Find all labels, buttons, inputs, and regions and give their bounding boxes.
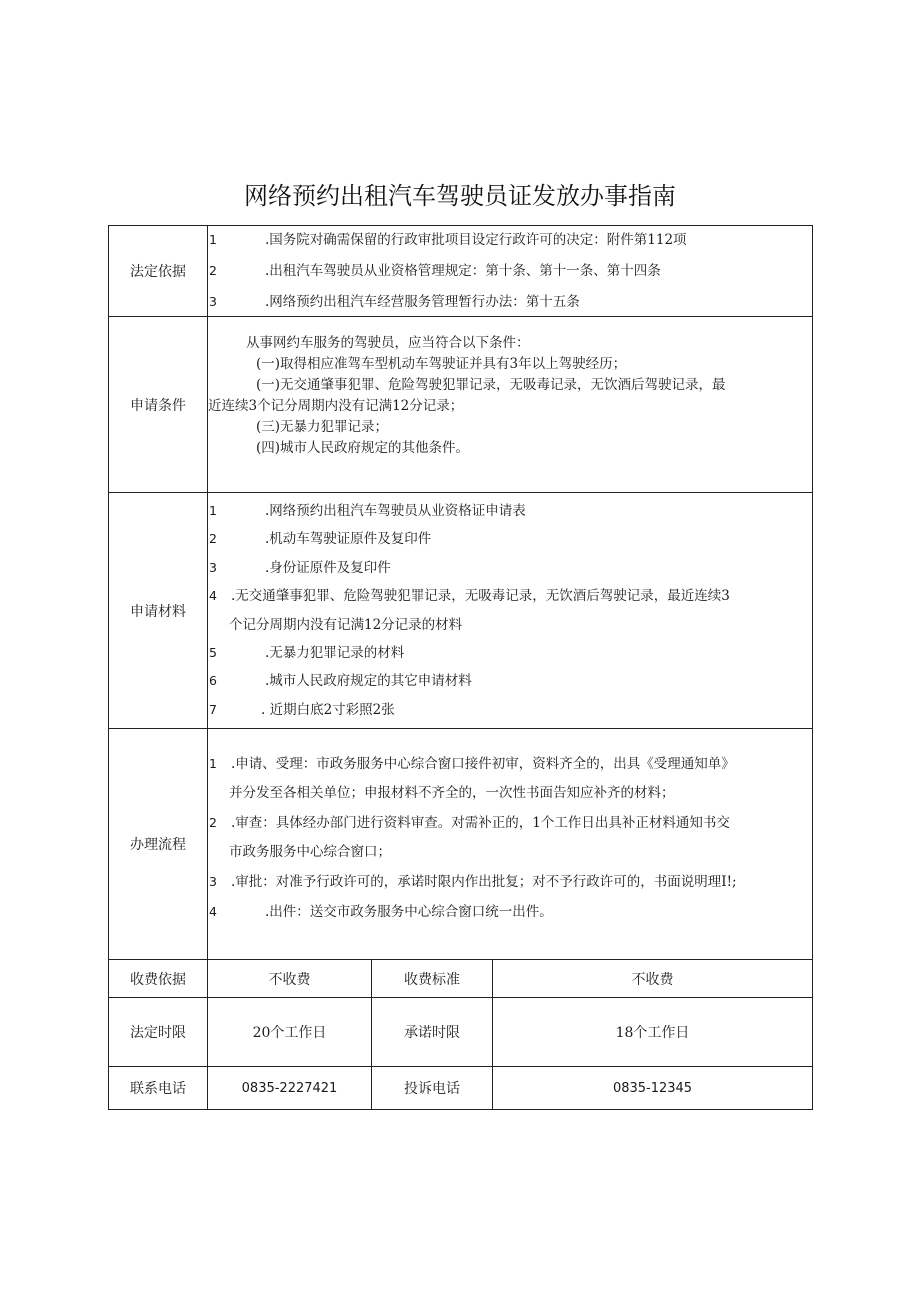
process-step: 1 .申请、受理：市政务服务中心综合窗口接件初审，资料齐全的，出具《受理通知单》 — [209, 756, 735, 772]
promised-time-value: 18个工作日 — [493, 998, 813, 1067]
fee-standard-value: 不收费 — [493, 960, 813, 998]
material-item: 5 .无暴力犯罪记录的材料 — [209, 644, 405, 661]
promised-time-label: 承诺时限 — [372, 998, 493, 1067]
materials-row — [109, 493, 813, 729]
process-step-continued: 市政务服务中心综合窗口； — [229, 844, 391, 860]
condition-item: (三)无暴力犯罪记录； — [256, 418, 389, 435]
conditions-content — [208, 317, 813, 493]
conditions-row — [109, 317, 813, 493]
legal-time-value: 20个工作日 — [208, 998, 372, 1067]
condition-item: (一)取得相应准驾车型机动车驾驶证并具有3年以上驾驶经历； — [256, 355, 627, 372]
fee-basis-label: 收费依据 — [109, 960, 208, 998]
legal-basis-content — [208, 226, 813, 317]
material-item: 7 . 近期白底2寸彩照2张 — [209, 701, 395, 718]
material-item: 1 .网络预约出租汽车驾驶员从业资格证申请表 — [209, 502, 526, 519]
conditions-label: 申请条件 — [109, 317, 208, 493]
document-title: 网络预约出租汽车驾驶员证发放办事指南 — [244, 182, 676, 210]
contact-phone-label: 联系电话 — [109, 1067, 208, 1110]
material-item: 4 .无交通肇事犯罪、危险驾驶犯罪记录，无吸毒记录，无饮酒后驾驶记录，最近连续3 — [209, 588, 730, 605]
material-item-continued: 个记分周期内没有记满12分记录的材料 — [229, 616, 463, 633]
complaint-phone-value: 0835-12345 — [493, 1067, 813, 1110]
conditions-lead: 从事网约车服务的驾驶员，应当符合以下条件： — [246, 334, 530, 351]
process-content — [208, 729, 813, 960]
materials-content — [208, 493, 813, 729]
contact-phone-value: 0835-2227421 — [208, 1067, 372, 1110]
legal-basis-item: 2 .出租汽车驾驶员从业资格管理规定：第十条、第十一条、第十四条 — [209, 263, 661, 279]
condition-item: (四)城市人民政府规定的其他条件。 — [256, 439, 470, 456]
legal-basis-item: 1 .国务院对确需保留的行政审批项目设定行政许可的决定：附件第112项 — [209, 232, 687, 248]
fee-standard-label: 收费标准 — [372, 960, 493, 998]
guide-table — [108, 225, 813, 1110]
materials-label: 申请材料 — [109, 493, 208, 729]
material-item: 3 .身份证原件及复印件 — [209, 559, 391, 576]
process-step: 4 .出件：送交市政务服务中心综合窗口统一出件。 — [209, 904, 553, 920]
process-row — [109, 729, 813, 960]
material-item: 2 .机动车驾驶证原件及复印件 — [209, 531, 432, 548]
legal-basis-label: 法定依据 — [109, 226, 208, 317]
fee-basis-value: 不收费 — [208, 960, 372, 998]
legal-basis-row — [109, 226, 813, 317]
contact-row — [109, 1067, 813, 1110]
complaint-phone-label: 投诉电话 — [372, 1067, 493, 1110]
condition-item-continued: 近连续3个记分周期内没有记满12分记录； — [208, 397, 464, 414]
process-step: 2 .审查：具体经办部门进行资料审查。对需补正的，1个工作日出具补正材料通知书交 — [209, 815, 730, 831]
process-label: 办理流程 — [109, 729, 208, 960]
fee-row — [109, 960, 813, 998]
condition-item: (一)无交通肇事犯罪、危险驾驶犯罪记录，无吸毒记录，无饮酒后驾驶记录，最 — [256, 376, 726, 393]
legal-time-label: 法定时限 — [109, 998, 208, 1067]
process-step-continued: 并分发至各相关单位；申报材料不齐全的，一次性书面告知应补齐的材料； — [229, 785, 675, 801]
time-limit-row — [109, 998, 813, 1067]
material-item: 6 .城市人民政府规定的其它申请材料 — [209, 673, 472, 690]
process-step: 3 .审批：对准予行政许可的，承诺时限内作出批复；对不予行政许可的，书面说明理I!; — [209, 874, 737, 890]
legal-basis-item: 3 .网络预约出租汽车经营服务管理暂行办法：第十五条 — [209, 294, 580, 310]
